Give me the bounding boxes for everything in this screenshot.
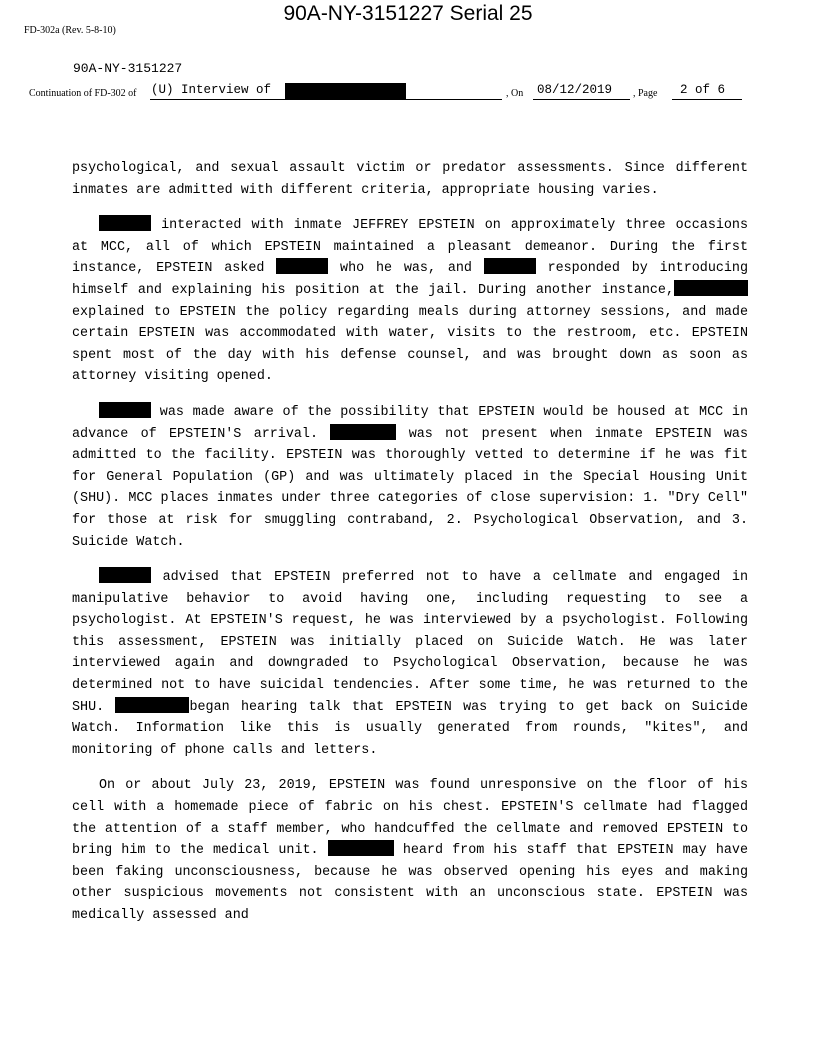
paragraph-text: was made aware of the possibility that EPSTEIN would be housed at MCC in advance of EPSTEIN'S arrival. [72, 404, 748, 442]
body-text [72, 158, 748, 941]
serial-title: 90A-NY-3151227 Serial 25 [283, 2, 533, 25]
redaction-box [285, 83, 406, 100]
paragraph-text: who he was, and [328, 261, 484, 277]
paragraph-4 [72, 567, 748, 761]
paragraph-text: On or about July 23, 2019, EPSTEIN was found unresponsive on the floor of his cell with a homemade piece of fabric on his chest. EPSTEIN'S cellmate had flagged the attention of a staff member, who handcuffed the cellmate and removed EPSTEIN to bring him to the medical unit. [72, 778, 748, 859]
page-number-field [672, 83, 742, 100]
redaction-box [276, 258, 328, 274]
paragraph-text: psychological, and sexual assault victim or predator assessments. Since different inmates are admitted with different criteria, appropriate housing varies. [72, 161, 748, 198]
page-number: 2 of 6 [680, 83, 726, 97]
continuation-label: Continuation of FD-302 of [29, 88, 137, 99]
redaction-box [99, 402, 151, 418]
redaction-box [330, 424, 396, 440]
case-number: 90A-NY-3151227 [73, 61, 183, 76]
subject-field [150, 83, 502, 100]
paragraph-text: responded by introducing himself and explaining his position at the jail. During another instance, [72, 261, 748, 298]
redaction-box [115, 697, 189, 713]
redaction-box [328, 840, 394, 856]
paragraph-3 [72, 402, 748, 553]
paragraph-text: began hearing talk that EPSTEIN was trying to get back on Suicide Watch. Information like this is usually generated from rounds, "kites", and monitoring of phone calls and letters. [72, 699, 748, 758]
redaction-box [484, 258, 536, 274]
paragraph-text: heard from his staff that EPSTEIN may have been faking unconsciousness, because he was observed opening his eyes and making other suspicious movements not consistent with an unconscious state. EPSTEIN was medically assessed and [72, 843, 748, 923]
paragraph-text: interacted with inmate JEFFREY EPSTEIN on approximately three occasions at MCC, all of which EPSTEIN maintained a pleasant demeanor. During the first instance, EPSTEIN asked [72, 218, 748, 277]
subject-text: (U) Interview of [151, 83, 272, 97]
paragraph-5 [72, 775, 748, 926]
date-field [533, 83, 630, 100]
redaction-box [99, 215, 151, 231]
form-id: FD-302a (Rev. 5-8-10) [24, 25, 116, 36]
redaction-box [674, 280, 748, 296]
paragraph-text: was not present when inmate EPSTEIN was admitted to the facility. EPSTEIN was thoroughly vetted to determine if he was fit for General Population (GP) and was ultimately placed in the Special Housing Unit (SHU). MCC places inmates under three categories of close supervision: 1. "Dry Cell" for those at risk for smuggling contraband, 2. Psychological Observation, and 3. Suicide Watch. [72, 426, 748, 550]
date-value: 08/12/2019 [537, 83, 613, 97]
paragraph-2 [72, 215, 748, 388]
redaction-box [99, 567, 151, 583]
on-label: , On [506, 88, 524, 99]
paragraph-text: advised that EPSTEIN preferred not to have a cellmate and engaged in manipulative behavior to avoid having one, including requesting to see a psychologist. At EPSTEIN'S request, he was interviewed by a psychologist. Following this assessment, EPSTEIN was initially placed on Suicide Watch. He was later interviewed again and downgraded to Psychological Observation, because he was determined not to have suicidal tendencies. After some time, he was returned to the SHU. [72, 570, 748, 715]
continuation-row [0, 83, 816, 103]
page-label: , Page [633, 88, 658, 99]
paragraph-1 [72, 158, 748, 201]
paragraph-text: explained to EPSTEIN the policy regarding meals during attorney sessions, and made certain EPSTEIN was accommodated with water, visits to the restroom, etc. EPSTEIN spent most of the day with his defense counsel, and was brought down as soon as attorney visiting opened. [72, 304, 748, 385]
